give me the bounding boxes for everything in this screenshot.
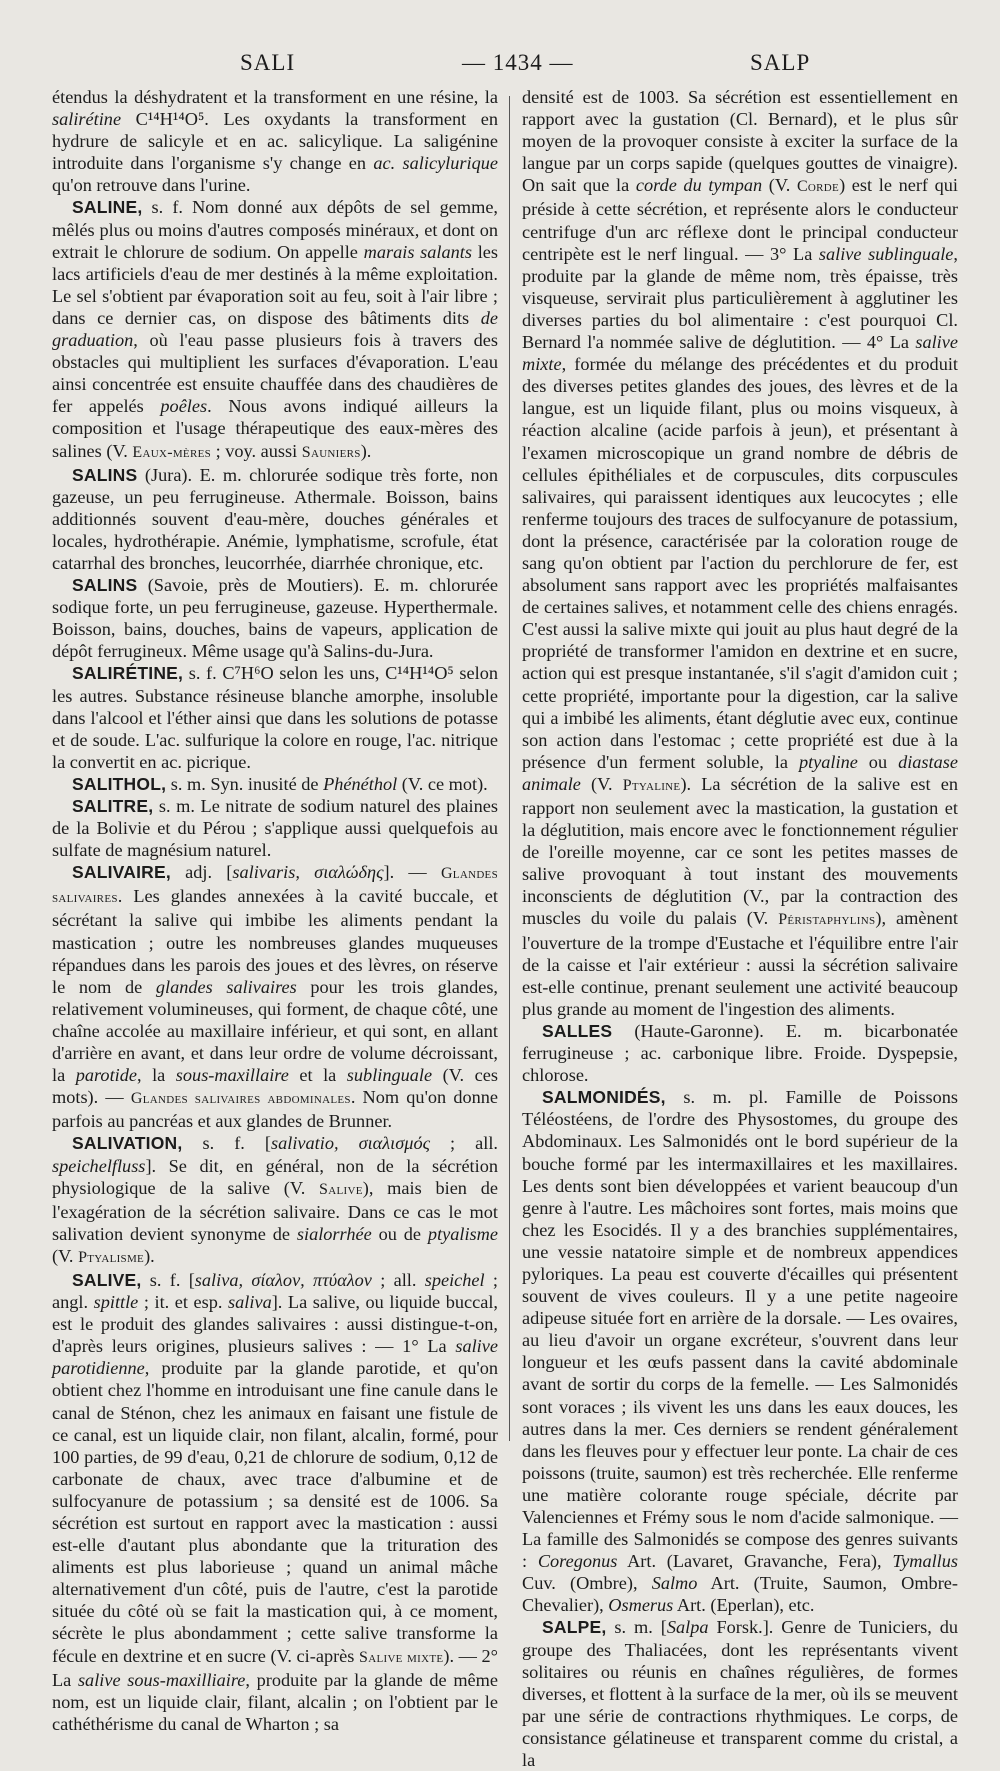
italic-term: salirétine — [52, 109, 122, 130]
italic-term: salive sous-maxilliaire — [77, 1669, 246, 1690]
cross-reference: Corde — [796, 178, 840, 196]
page-number: — 1434 — — [462, 50, 574, 75]
entry-text: s. m. [ — [606, 1617, 667, 1638]
italic-term: sialorrhée — [296, 1223, 372, 1244]
entry-headword: SALLES — [542, 1020, 613, 1041]
dictionary-entry — [52, 1132, 498, 1269]
italic-term: speichel — [424, 1269, 485, 1290]
entry-text: ; voy. aussi — [211, 440, 302, 461]
entry-headword: SALINS — [72, 464, 138, 485]
entry-text: s. f. Nom donné aux dépôts de sel gemme, mêlés plus ou moins d'autres composés minéraux, et dont on extrait le chlorure de sodium. On appelle — [52, 197, 498, 262]
entry-headword: SALMONIDÉS, — [542, 1087, 666, 1108]
italic-term: Osmerus — [608, 1595, 674, 1616]
entry-headword: SALINE, — [72, 197, 143, 218]
entry-text: ) est le nerf qui préside à cette sécrétion, et représente alors le conducteur centrifuge d'un arc réflexe dont le principal conducteur centripète est le nerf lingual. — 3° La — [522, 175, 958, 264]
entry-text: ou — [857, 751, 899, 772]
entry-text: ou de — [371, 1223, 428, 1244]
entry-text: ). — [144, 1245, 155, 1266]
entry-text: qu'on retrouve dans l'urine. — [52, 175, 251, 196]
entry-text: s. f. [ — [141, 1269, 195, 1290]
entry-headword: SALITHOL, — [72, 773, 167, 794]
entry-text: . Nom qu'on donne parfois au pancréas et aux glandes de Brunner. — [52, 1087, 498, 1132]
cross-reference: Sauniers — [301, 443, 361, 461]
dictionary-entry — [522, 1020, 958, 1086]
cross-reference: Glandes salivaires abdominales — [130, 1090, 351, 1108]
entry-text: ]. La salive, ou liquide buccal, est le produit des glandes salivaires : aussi distingue-t-on, d'après leurs origines, plusieurs salives : — 1° La — [52, 1292, 498, 1357]
entry-text: (V. ce mot). — [397, 773, 488, 794]
cross-reference: Glandes salivaires — [52, 865, 498, 907]
italic-term: Salmo — [651, 1573, 698, 1594]
entry-text: (V. — [52, 1245, 79, 1266]
entry-text: (V. — [580, 773, 623, 794]
italic-term: Coregonus — [537, 1551, 618, 1572]
dictionary-entry — [52, 464, 498, 574]
entry-text: . Nous avons indiqué ailleurs la composition et l'usage thérapeutique des eaux-mères des salines (V. — [52, 396, 498, 461]
cross-reference: Salive — [319, 1180, 363, 1198]
entry-text: s. m. pl. Famille de Poissons Téléostéens, de l'ordre des Physostomes, du groupe des Abdominaux. Les Salmonidés ont le bord supérieur de la bouche formé par les intermaxillaires et les maxillaires. Les dents sont bien développées et varient beaucoup d'un genre à l'autre. Les mâchoires sont fortes, mais moins que chez les Esocidés. Il y a des branchies supplémentaires, une vessie natatoire simple et de nombreux appendices pyloriques. La peau est couverte d'écailles qui présentent souvent de vives couleurs. Il y a une petite nageoire adipeuse située fort en arrière de la dorsale. — Les ovaires, au lieu d'avoir un organe excréteur, s'ouvrent dans leur longueur et les œufs passent dans la cavité abdominale avant de sortir du corps de la femelle. — Les Salmonidés sont voraces ; ils vivent les uns dans les eaux douces, les autres dans la mer. Ces derniers se rendent généralement dans les fleuves pour y effectuer leur ponte. La chair de ces poissons (truite, saumon) est très recherchée. Elle renferme une matière colorante rouge spéciale, décrite par Valenciennes et Frémy sous le nom d'acide salmonique. — La famille des Salmonidés se compose des genres suivants : — [522, 1087, 958, 1572]
entry-headword: SALIVAIRE, — [72, 862, 171, 883]
italic-term: salivatio, σιαλισμός — [271, 1133, 431, 1154]
italic-term: corde du tympan — [635, 175, 763, 196]
italic-term: glandes salivaires — [155, 976, 297, 997]
entry-text: ; angl. — [52, 1269, 498, 1313]
italic-term: salive parotidienne — [52, 1336, 498, 1379]
italic-term: sublinguale — [346, 1065, 433, 1086]
italic-term: ac. salicylurique — [373, 153, 498, 174]
entry-headword: SALIRÉTINE, — [72, 663, 184, 684]
italic-term: de graduation — [52, 307, 498, 351]
entry-text: (V. ces mots). — — [52, 1065, 498, 1108]
entry-text: Art. (Truite, Saumon, Ombre-Chevalier), — [522, 1573, 958, 1616]
entry-text: étendus la déshydratent et la transforment en une résine, la — [52, 87, 498, 107]
entry-text: s. f. C⁷H⁶O selon les uns, C¹⁴H¹⁴O⁵ selon les autres. Substance résineuse blanche amorphe, insoluble dans l'alcool et l'éther ainsi que dans les solutions de potasse et de soude. L'ac. sulfurique la colore en rouge, l'ac. nitrique la convertit en ac. picrique. — [52, 663, 498, 772]
italic-term: speichelfluss — [52, 1155, 146, 1176]
dictionary-entry — [52, 773, 498, 795]
dictionary-entry — [522, 1616, 958, 1771]
entry-text: Forsk.]. Genre de Tuniciers, du groupe des Thaliacées, dont les représentants vivent solitaires ou réunis en chaînes régulières, de formes diverses, et flottent à la surface de la mer, où ils se meuvent par une série de contractions rhythmiques. Le corps, de consistance gélatineuse et transparent comme du cristal, a la — [522, 1617, 958, 1771]
right-column — [522, 86, 958, 1771]
entry-text: s. m. Le nitrate de sodium naturel des plaines de la Bolivie et du Pérou ; s'applique aussi quelquefois au sulfate de magnésium naturel. — [52, 796, 498, 861]
entry-text: ), mais bien de l'exagération de la sécrétion salivaire. Dans ce cas le mot salivation devient synonyme de — [52, 1177, 498, 1244]
entry-text: et la — [288, 1065, 347, 1086]
italic-term: ptyaline — [798, 751, 858, 772]
entry-text: Art. (Lavaret, Gravanche, Fera), — [617, 1551, 893, 1572]
entry-text: s. m. Syn. inusité de — [166, 773, 324, 794]
entry-text: ]. Se dit, en général, non de la sécrétion physiologique de la salive (V. — [52, 1155, 498, 1198]
dictionary-entry — [52, 574, 498, 662]
entry-text: , formée du mélange des précédentes et du produit des diverses petites glandes des joues, des lèvres et de la langue, est un liquide filant, plus ou moins visqueux, à réaction alcaline (acide parfois à jeun), et présentant à l'examen microscopique un grand nombre de débris de cellules épithéliales et de corpuscules, dits corpuscules salivaires, qui paraissent identiques aux leucocytes ; elle renferme toujours des traces de sulfocyanure de potassium, dont la présence, caractérisée par la coloration rouge de sang qu'on obtient par l'action du perchlorure de fer, est absolument sans rapport avec les propriétés malfaisantes de certaines salives, et notamment celle des chiens enragés. C'est aussi la salive mixte qui jouit au plus haut degré de la propriété de transformer l'amidon en dextrine et en sucre, action qui est presque instantanée, s'il s'agit d'amidon cuit ; cette propriété, importante pour la digestion, car la salive qui a imbibé les aliments, étant déglutie avec eux, continue son action dans l'estomac ; cette propriété est due à la présence d'un ferment soluble, la — [522, 354, 958, 772]
dictionary-entry — [52, 861, 498, 1132]
italic-term: parotide — [75, 1065, 137, 1086]
entry-text: ; all. — [430, 1133, 499, 1154]
italic-term: diastase animale — [522, 751, 958, 794]
cross-reference: Péristaphylins — [778, 911, 876, 929]
entry-text: C¹⁴H¹⁴O⁵. Les oxydants la transforment en hydrure de salicyle et en ac. salicylique. La saligénine introduite dans l'organisme s'y change en — [52, 109, 498, 174]
cross-reference: Salive mixte — [359, 1648, 444, 1666]
entry-text: , la — [137, 1065, 176, 1086]
entry-headword: SALIVE, — [72, 1269, 142, 1290]
dictionary-entry — [52, 795, 498, 861]
italic-term: saliva, σίαλον, πτύαλον — [194, 1269, 372, 1290]
dictionary-entry — [52, 662, 498, 772]
italic-term: ptyalisme — [427, 1223, 498, 1244]
entry-headword: SALITRE, — [72, 796, 154, 816]
continued-paragraph — [522, 86, 958, 1020]
entry-headword: SALIVATION, — [72, 1133, 183, 1154]
entry-text: . Les glandes annexées à la cavité buccale, et sécrétant la salive qui imbibe les aliments pendant la mastication ; outre les nombreuses glandes muqueuses répandues dans les parois des joues et des lèvres, on réserve le nom de — [52, 886, 498, 997]
entry-text: Art. (Eperlan), etc. — [673, 1595, 815, 1616]
italic-term: salivaris, σιαλώδης — [232, 862, 384, 883]
dictionary-entry — [52, 196, 498, 463]
entry-text: ), amènent l'ouverture de la trompe d'Eustache et l'équilibre entre l'air de la caisse et l'air extérieur : aussi la sécrétion salivaire est-elle continue, prenant seulement une activité beaucoup plus grande au moment de l'ingestion des aliments. — [522, 908, 958, 1019]
entry-text: adj. [ — [170, 862, 233, 883]
italic-term: poêles — [160, 396, 208, 417]
entry-text: s. f. [ — [182, 1133, 271, 1154]
italic-term: Tymallus — [892, 1551, 958, 1572]
entry-text: ; all. — [371, 1269, 425, 1290]
entry-text: (Jura). E. m. chlorurée sodique très forte, non gazeuse, un peu ferrugineuse. Athermale. Boisson, bains additionnés souvent d'eau-mère, douches générales et locales, hydrothérapie. Anémie, lymphatisme, scrofule, état catarrhal des bronches, leucorrhée, diarrhée chronique, etc. — [52, 464, 498, 573]
italic-term: salive mixte — [522, 332, 958, 375]
italic-term: salive sublinguale — [818, 243, 954, 264]
entry-text: ). La sécrétion de la salive est en rapport non seulement avec la mastication, la gustation et la déglutition, mais encore avec le fonctionnement régulier de l'oreille moyenne, car ce sont les petites masses de salive provoquant à tout instant des mouvements inconscients de déglutition (V., par la contraction des muscles du voile du palais (V. — [522, 773, 958, 929]
entry-text: , produite par la glande de même nom, est un liquide clair, filant, alcalin ; on l'obtient par le cathéthérisme du canal de Wharton ; sa — [52, 1669, 498, 1734]
dictionary-entry — [52, 1269, 498, 1735]
entry-text: ]. — — [383, 862, 441, 883]
italic-term: marais salants — [363, 241, 472, 262]
running-header — [0, 50, 1000, 90]
entry-text: (Savoie, près de Moutiers). E. m. chlorurée sodique forte, un peu ferrugineuse, gazeuse. Hyperthermale. Boisson, bains, douches, bains de vapeurs, application de dépôt ferrugineux. Même usage qu'à Salins-du-Jura. — [52, 575, 498, 662]
italic-term: saliva — [228, 1292, 272, 1313]
cross-reference: Ptyaline — [622, 776, 681, 794]
entry-text: (Haute-Garonne). E. m. bicarbonatée ferrugineuse ; ac. carbonique libre. Froide. Dyspepsie, chlorose. — [522, 1020, 958, 1086]
entry-text: ; it. et esp. — [138, 1292, 229, 1313]
italic-term: spittle — [93, 1292, 139, 1313]
entry-text: ). — [360, 440, 372, 461]
continued-paragraph — [52, 86, 498, 196]
left-column — [52, 86, 499, 1734]
entry-text: , produite par la glande parotide, et qu'on obtient chez l'homme en introduisant une fine canule dans le canal de Sténon, chez les animaux en faisant une fistule de ce canal, est un liquide clair, non filant, alcalin, formé, pour 100 parties, de 99 d'eau, 0,21 de chlorure de sodium, 0,12 de carbonate de chaux, avec trace d'albumine et de sulfocyanure de potassium ; sa densité est de 1006. Sa sécrétion est surtout en rapport avec la mastication : aussi est-elle d'autant plus abondante que la trituration des aliments est plus laborieuse ; quand un animal mâche alternativement d'un côté, puis de l'autre, c'est la parotide située du côté où se fait la mastication qui, à ce moment, sécrète le plus abondamment ; cette salive transforme la fécule en dextrine et en sucre (V. ci-après — [52, 1358, 498, 1666]
cross-reference: Ptyalisme — [78, 1248, 145, 1266]
entry-text: , où l'eau passe plusieurs fois à travers des obstacles qui multiplient les surfaces d'évaporation. L'eau ainsi concentrée est ensuite chauffée dans des chaudières de fer appelés — [52, 330, 498, 417]
entry-text: pour les trois glandes, relativement volumineuses, qui forment, de chaque côté, une chaîne accolée au maxillaire inférieur, et qui sont, en allant d'arrière en avant, et dans leur ordre de volume décroissant, la — [52, 976, 499, 1086]
header-left-guide-word: SALI — [240, 50, 296, 75]
entry-text: (V. — [762, 175, 797, 196]
entry-text: les lacs artificiels d'eau de mer destinés à la même exploitation. Le sel s'obtient par évaporation soit au feu, soit à l'air libre ; dans ce dernier cas, on dispose des bâtiments dits — [52, 241, 498, 328]
entry-text: Cuv. (Ombre), — [522, 1573, 652, 1594]
column-divider — [509, 96, 510, 1441]
italic-term: Phénéthol — [323, 773, 398, 794]
header-right-guide-word: SALP — [750, 50, 811, 75]
entry-text: , produite par la glande de même nom, très épaisse, très visqueuse, servirait plus particulièrement à agglutiner les diverses parties du bol alimentaire : c'est pourquoi Cl. Bernard l'a nommée salive de déglutition. — 4° La — [522, 243, 958, 353]
entry-text: ). — 2° La — [52, 1645, 498, 1690]
dictionary-entry — [522, 1086, 958, 1616]
cross-reference: Eaux-mères — [132, 443, 212, 461]
italic-term: sous-maxillaire — [175, 1065, 289, 1086]
italic-term: Salpa — [666, 1617, 709, 1638]
entry-text: densité est de 1003. Sa sécrétion est essentiellement en rapport avec la gustation (Cl. Bernard), et le plus sûr moyen de la provoquer consiste à exciter la surface de la langue par un corps sapide (quelques gouttes de vinaigre). On sait que la — [522, 87, 958, 196]
entry-headword: SALPE, — [542, 1617, 607, 1638]
entry-headword: SALINS — [72, 575, 138, 596]
